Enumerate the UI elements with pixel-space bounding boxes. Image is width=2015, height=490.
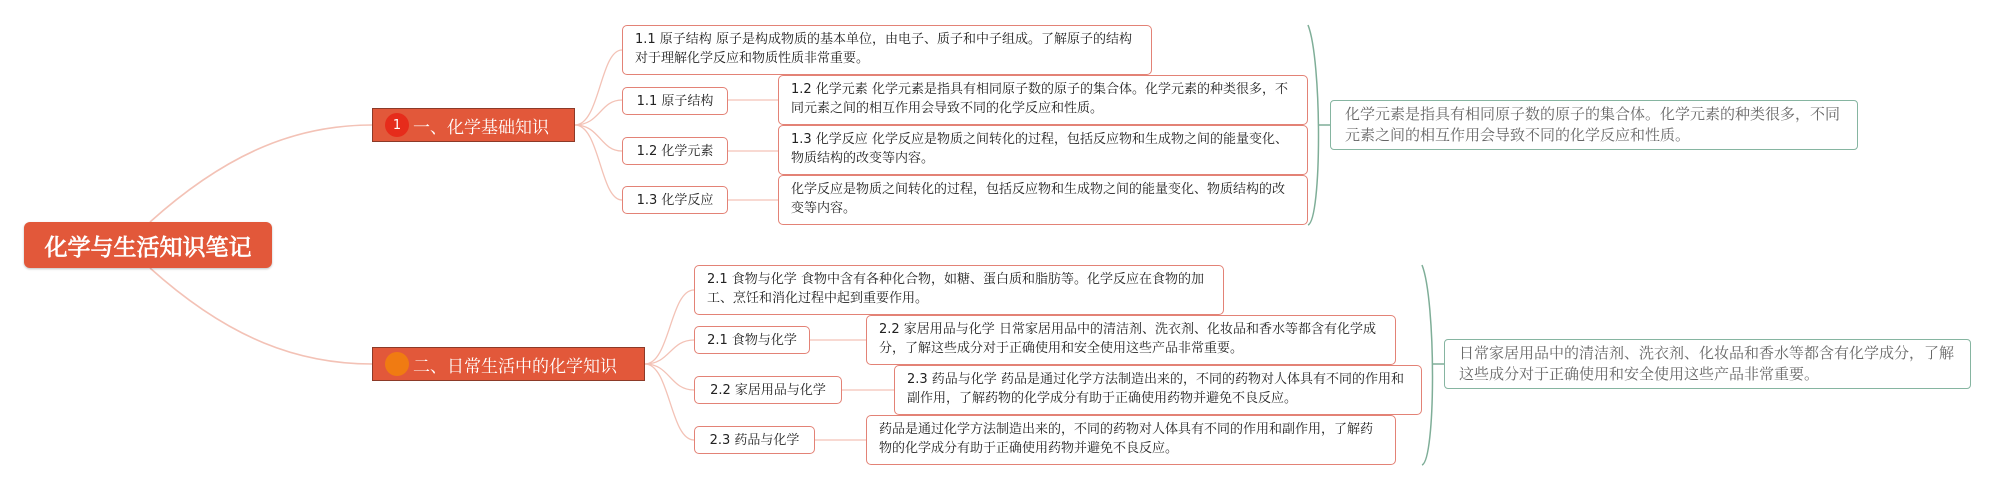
- summary-1[interactable]: [1330, 100, 1858, 150]
- detail-text: 1.3 化学反应 化学反应是物质之间转化的过程，包括反应物和生成物之间的能量变化、物质结构的改变等内容。: [791, 132, 1288, 166]
- number-1-icon: 1: [385, 113, 409, 137]
- branch-1-to-topic-1-line: [575, 100, 622, 125]
- topic-1-1-detail[interactable]: [778, 75, 1308, 125]
- detail-text: 1.1 原子结构 原子是构成物质的基本单位，由电子、质子和中子组成。了解原子的结构对于理解化学反应和物质性质非常重要。: [635, 32, 1132, 66]
- branch-1-to-topic-2-line: [575, 125, 622, 151]
- topic-1-3[interactable]: [622, 186, 728, 214]
- topic-1-2[interactable]: [622, 137, 728, 165]
- summary-bracket-2: [1422, 265, 1433, 465]
- summary-text: 化学元素是指具有相同原子数的原子的集合体。化学元素的种类很多，不同元素之间的相互作用会导致不同的化学反应和性质。: [1345, 105, 1841, 144]
- summary-text: 日常家居用品中的清洁剂、洗衣剂、化妆品和香水等都含有化学成分，了解这些成分对于正确使用和安全使用这些产品非常重要。: [1459, 344, 1955, 383]
- branch-2-to-topic-1-line: [645, 340, 694, 364]
- topic-1-3-detail[interactable]: [778, 175, 1308, 225]
- branch-1-label: 一、化学基础知识: [413, 117, 549, 138]
- topic-2-3[interactable]: [694, 426, 815, 454]
- summary-bracket-1: [1308, 25, 1319, 225]
- branch-1-topic[interactable]: [372, 108, 575, 142]
- root-topic[interactable]: 化学与生活知识笔记: [24, 222, 272, 268]
- topic-2-1-detail[interactable]: [866, 315, 1396, 365]
- topic-1-1[interactable]: [622, 87, 728, 115]
- topic-2-3-detail[interactable]: [866, 415, 1396, 465]
- topic-label: 2.2 家居用品与化学: [710, 382, 826, 398]
- branch-2-to-topic-3-line: [645, 364, 694, 440]
- detail-text: 2.3 药品与化学 药品是通过化学方法制造出来的，不同的药物对人体具有不同的作用和副作用，了解药物的化学成分有助于正确使用药物并避免不良反应。: [907, 372, 1404, 406]
- root-to-branch-2-line: [150, 268, 372, 364]
- detail-text: 1.2 化学元素 化学元素是指具有相同原子数的原子的集合体。化学元素的种类很多，不同元素之间的相互作用会导致不同的化学反应和性质。: [791, 82, 1288, 116]
- topic-label: 1.3 化学反应: [636, 192, 714, 208]
- topic-label: 2.1 食物与化学: [707, 332, 797, 348]
- topic-1-2-detail[interactable]: [778, 125, 1308, 175]
- root-to-branch-1-line: [150, 125, 372, 222]
- topic-2-1[interactable]: [694, 326, 810, 354]
- topic-2-2-detail[interactable]: [894, 365, 1422, 415]
- topic-label: 1.2 化学元素: [636, 143, 714, 159]
- branch-2-label: 二、日常生活中的化学知识: [413, 356, 617, 377]
- branch-2-detail-top[interactable]: [694, 265, 1224, 315]
- topic-label: 2.3 药品与化学: [709, 432, 800, 448]
- branch-1-detail-top[interactable]: [622, 25, 1152, 75]
- topic-2-2[interactable]: [694, 376, 842, 404]
- detail-text: 2.1 食物与化学 食物中含有各种化合物，如糖、蛋白质和脂肪等。化学反应在食物的加工、烹饪和消化过程中起到重要作用。: [707, 272, 1204, 306]
- branch-2-topic[interactable]: [372, 347, 645, 381]
- topic-label: 1.1 原子结构: [636, 93, 714, 109]
- orange-marker-icon: [385, 352, 409, 376]
- detail-text: 化学反应是物质之间转化的过程，包括反应物和生成物之间的能量变化、物质结构的改变等内容。: [791, 182, 1286, 216]
- detail-text: 药品是通过化学方法制造出来的，不同的药物对人体具有不同的作用和副作用，了解药物的化学成分有助于正确使用药物并避免不良反应。: [879, 422, 1374, 456]
- summary-2[interactable]: [1444, 339, 1971, 389]
- branch-2-to-topic-2-line: [645, 364, 694, 390]
- detail-text: 2.2 家居用品与化学 日常家居用品中的清洁剂、洗衣剂、化妆品和香水等都含有化学成分，了解这些成分对于正确使用和安全使用这些产品非常重要。: [879, 322, 1376, 356]
